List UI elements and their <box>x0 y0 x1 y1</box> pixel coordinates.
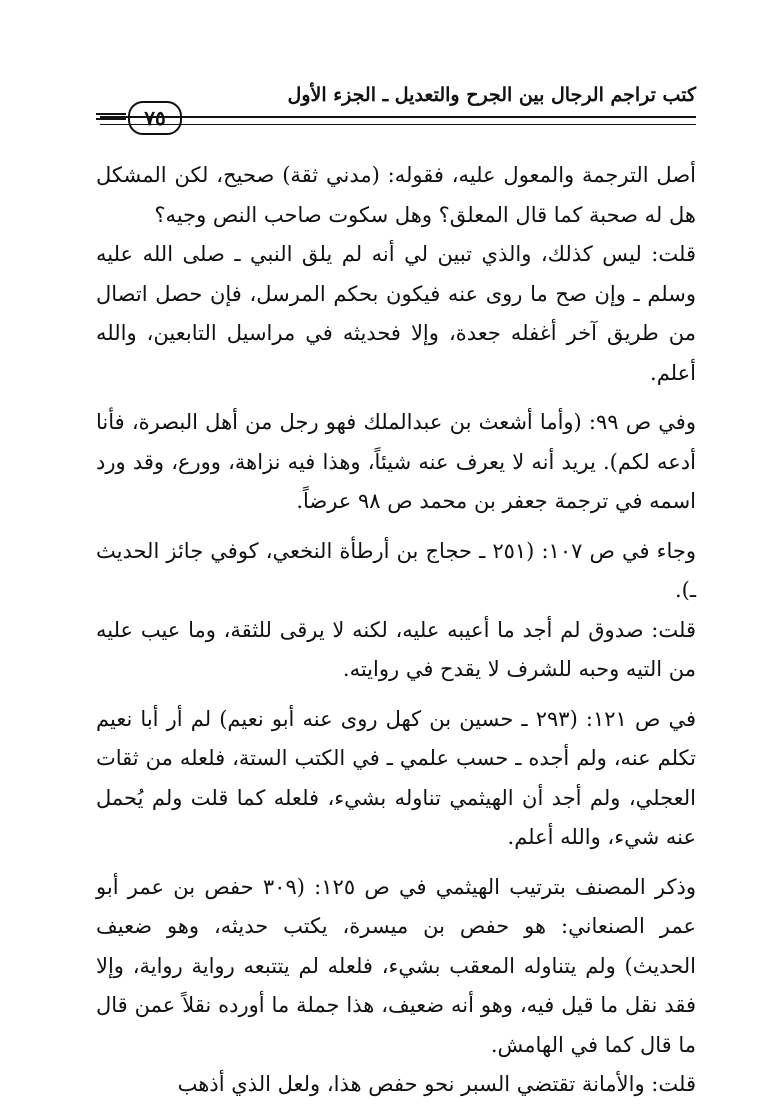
running-header-title: كتب تراجم الرجال بين الجرح والتعديل ـ الجزء الأول <box>287 84 696 106</box>
paragraph: أصل الترجمة والمعول عليه، فقوله: (مدني ثقة) صحيح، لكن المشكل هل له صحبة كما قال المعلق؟ وهل سكوت صاحب النص وجيه؟ <box>96 163 696 227</box>
paragraph: وجاء في ص ١٠٧: (٢٥١ ـ حجاج بن أرطأة النخعي، كوفي جائز الحديث ـ). <box>96 538 696 602</box>
paragraph: وذكر المصنف بترتيب الهيثمي في ص ١٢٥: (٣٠٩ حفص بن عمر أبو عمر الصنعاني: هو حفص بن ميسرة، يكتب حديثه، وهو ضعيف الحديث) ولم يتناوله المعقب بشيء، فلعله لم يتتبعه رواية رواية، وإلا فقد نقل ما قيل فيه، وهو أنه ضعيف، هذا جملة ما أورده نقلاً عمن قال ما قال كما في الهامش. <box>96 874 696 1057</box>
body-text <box>96 156 696 1105</box>
paragraph: قلت: والأمانة تقتضي السبر نحو حفص هذا، ولعل الذي أذهب <box>177 1072 696 1096</box>
paragraph: وفي ص ٩٩: (وأما أشعث بن عبدالملك فهو رجل من أهل البصرة، فأنا أدعه لكم). يريد أنه لا يعرف عنه شيئاً، وهذا فيه نزاهة، وورع، وقد ورد اسمه في ترجمة جعفر بن محمد ص ٩٨ عرضاً. <box>96 410 696 513</box>
header-rule <box>100 116 696 125</box>
paragraph: قلت: صدوق لم أجد ما أعيبه عليه، لكنه لا يرقى للثقة، وما عيب عليه من التيه وحبه للشرف لا يقدح في روايته. <box>96 617 696 681</box>
page-number: ٧٥ <box>128 101 182 135</box>
paragraph: قلت: ليس كذلك، والذي تبين لي أنه لم يلق النبي ـ صلى الله عليه وسلم ـ وإن صح ما روى عنه فيكون بحكم المرسل، فإن حصل اتصال من طريق آخر أغفله جعدة، وإلا فحديثه في مراسيل التابعين، والله أعلم. <box>96 242 696 385</box>
paragraph: في ص ١٢١: (٢٩٣ ـ حسين بن كهل روى عنه أبو نعيم) لم أر أبا نعيم تكلم عنه، ولم أجده ـ حسب علمي ـ في الكتب الستة، فلعله من ثقات العجلي، ولم أجد أن الهيثمي تناوله بشيء، فلعله كما قلت ولم يُحمل عنه شيء، والله أعلم. <box>96 706 696 849</box>
